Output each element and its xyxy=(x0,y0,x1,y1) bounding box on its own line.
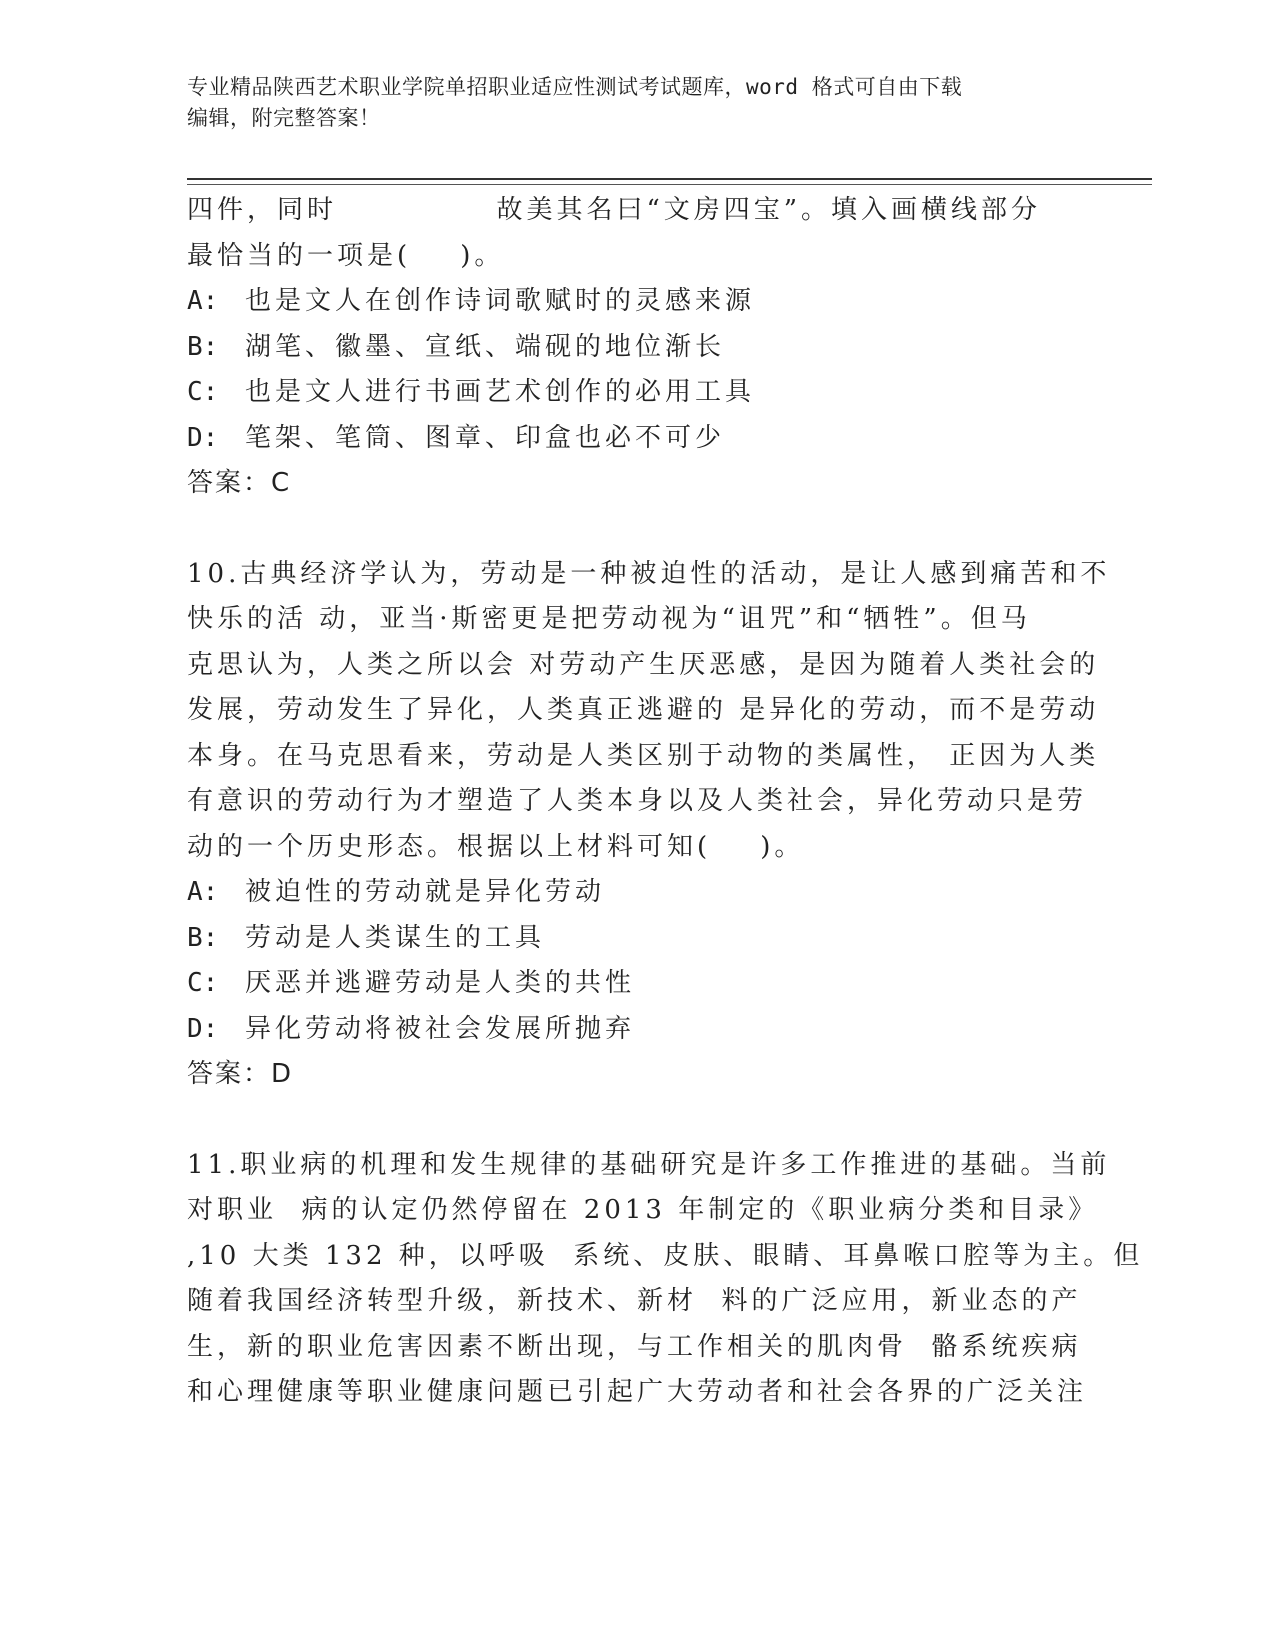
question-stem-line: 11.职业病的机理和发生规律的基础研究是许多工作推进的基础。当前 xyxy=(187,1149,1111,1180)
option-letter: A: xyxy=(187,877,219,907)
header-line-1: 专业精品陕西艺术职业学院单招职业适应性测试考试题库，word 格式可自由下载 xyxy=(187,75,963,99)
question-stem-line: 克思认为，人类之所以会 对劳动产生厌恶感，是因为随着人类社会的 xyxy=(187,649,1100,680)
option-a xyxy=(187,279,1077,325)
question-stem-line: 本身。在马克思看来，劳动是人类区别于动物的类属性， 正因为人类 xyxy=(187,740,1100,771)
question-9 xyxy=(187,188,1077,507)
question-stem-line: 快乐的活 动，亚当·斯密更是把劳动视为“诅咒”和“牺牲”。但马 xyxy=(187,604,1031,634)
header-line-2: 编辑，附完整答案！ xyxy=(187,106,381,130)
header-rule-thin xyxy=(187,184,1152,185)
option-c xyxy=(187,370,1077,416)
option-b xyxy=(187,916,1077,962)
option-letter: D: xyxy=(187,422,219,453)
option-text: 笔架、笔筒、图章、印盒也必不可少 xyxy=(245,422,726,453)
header-rule-thick xyxy=(187,178,1152,180)
option-text: 厌恶并逃避劳动是人类的共性 xyxy=(245,968,636,998)
answer-line: 答案：D xyxy=(187,1059,294,1089)
option-d xyxy=(187,1007,1077,1053)
answer-line: 答案：C xyxy=(187,468,292,498)
question-stem-line: 10.古典经济学认为，劳动是一种被迫性的活动，是让人感到痛苦和不 xyxy=(187,558,1111,589)
question-stem-line: 发展，劳动发生了异化，人类真正逃避的 是异化的劳动，而不是劳动 xyxy=(187,695,1100,725)
question-stem-line: 随着我国经济转型升级，新技术、新材 料的广泛应用，新业态的产 xyxy=(187,1286,1082,1316)
option-text: 被迫性的劳动就是异化劳动 xyxy=(245,877,606,907)
question-stem-line: 对职业 病的认定仍然停留在 2013 年制定的《职业病分类和目录》 xyxy=(187,1195,1099,1225)
option-text: 湖笔、徽墨、宣纸、端砚的地位渐长 xyxy=(245,331,726,362)
option-text: 异化劳动将被社会发展所抛弃 xyxy=(245,1013,636,1044)
document-header xyxy=(187,72,1067,134)
question-11 xyxy=(187,1143,1144,1416)
option-text: 劳动是人类谋生的工具 xyxy=(245,922,546,953)
option-text: 也是文人在创作诗词歌赋时的灵感来源 xyxy=(245,286,756,316)
option-b xyxy=(187,325,1077,371)
question-stem-line: 最恰当的一项是( )。 xyxy=(187,240,505,271)
option-letter: C: xyxy=(187,968,219,998)
option-text: 也是文人进行书画艺术创作的必用工具 xyxy=(245,377,756,407)
option-letter: B: xyxy=(187,922,219,953)
option-c xyxy=(187,961,1077,1007)
question-content xyxy=(187,188,1144,1416)
option-a xyxy=(187,870,1077,916)
question-stem-line: ,10 大类 132 种，以呼吸 系统、皮肤、眼睛、耳鼻喉口腔等为主。但 xyxy=(187,1240,1144,1271)
question-stem-line: 动的一个历史形态。根据以上材料可知( )。 xyxy=(187,831,805,862)
option-letter: A: xyxy=(187,286,219,316)
option-letter: B: xyxy=(187,331,219,362)
option-d xyxy=(187,416,1077,462)
option-letter: D: xyxy=(187,1013,219,1044)
question-stem-line: 有意识的劳动行为才塑造了人类本身以及人类社会，异化劳动只是劳 xyxy=(187,786,1088,816)
option-letter: C: xyxy=(187,377,219,407)
question-stem-line: 生，新的职业危害因素不断出现，与工作相关的肌肉骨 骼系统疾病 xyxy=(187,1331,1082,1362)
question-stem-line: 四件，同时 故美其名曰“文房四宝”。填入画横线部分 xyxy=(187,195,1042,225)
question-10 xyxy=(187,552,1111,1098)
question-stem-line: 和心理健康等职业健康问题已引起广大劳动者和社会各界的广泛关注 xyxy=(187,1377,1088,1407)
